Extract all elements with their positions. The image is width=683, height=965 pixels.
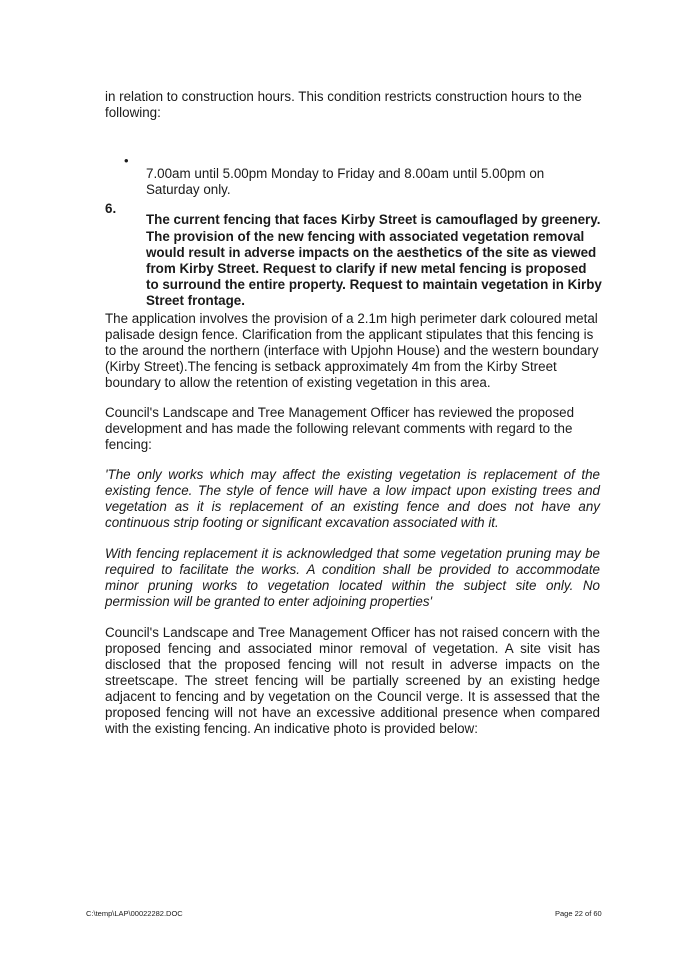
bullet-marker: • [124,153,129,168]
item-number: 6. [105,201,117,216]
quote-officer-comment-1: 'The only works which may affect the existing vegetation is replacement of the existing fence. The style of fence will have a low impact upon existing trees and vegetation as it is replacement of an existing fence and does not have any continuous strip footing or significant excavation associated with it. [105,467,600,530]
footer-page-number: Page 22 of 60 [555,909,602,918]
quote-officer-comment-2: With fencing replacement it is acknowledged that some vegetation pruning may be required to facilitate the works. A condition shall be provided to accommodate minor pruning works to vegetation located within the subject site only. No permission will be granted to enter adjoining properties' [105,546,600,609]
intro-paragraph: in relation to construction hours. This condition restricts construction hours to the following: [105,89,582,120]
bullet-item: 7.00am until 5.00pm Monday to Friday and 8.00am until 5.00pm on Saturday only. [146,166,545,198]
paragraph-officer-review: Council's Landscape and Tree Management Officer has reviewed the proposed development and has made the following relevant comments with regard to the fencing: [105,405,575,452]
paragraph-assessment: Council's Landscape and Tree Management Officer has not raised concern with the proposed fencing and associated minor removal of vegetation. A site visit has disclosed that the proposed fencing will not result in adverse impacts on the streetscape. The street fencing will be partially screened by an existing hedge adjacent to fencing and by vegetation on the Council verge. It is assessed that the proposed fencing will not have an excessive additional presence when compared with the existing fencing. An indicative photo is provided below: [105,625,600,736]
footer-file-path: C:\temp\LAP\00022282.DOC [86,909,183,918]
submission-item-6: The current fencing that faces Kirby Street is camouflaged by greenery. The provision of the new fencing with associated vegetation removal would result in adverse impacts on the aesthetics of the site as viewed from Kirby Street. Request to clarify if new metal fencing is proposed to surround the entire property. Request to maintain vegetation in Kirby Street frontage. [146,212,602,309]
paragraph-application: The application involves the provision of a 2.1m high perimeter dark coloured metal palisade design fence. Clarification from the applicant stipulates that this fencing is to the around the northern (interface with Upjohn House) and the western boundary (Kirby Street).The fencing is setback approximately 4m from the Kirby Street boundary to allow the retention of existing vegetation in this area. [105,311,599,390]
